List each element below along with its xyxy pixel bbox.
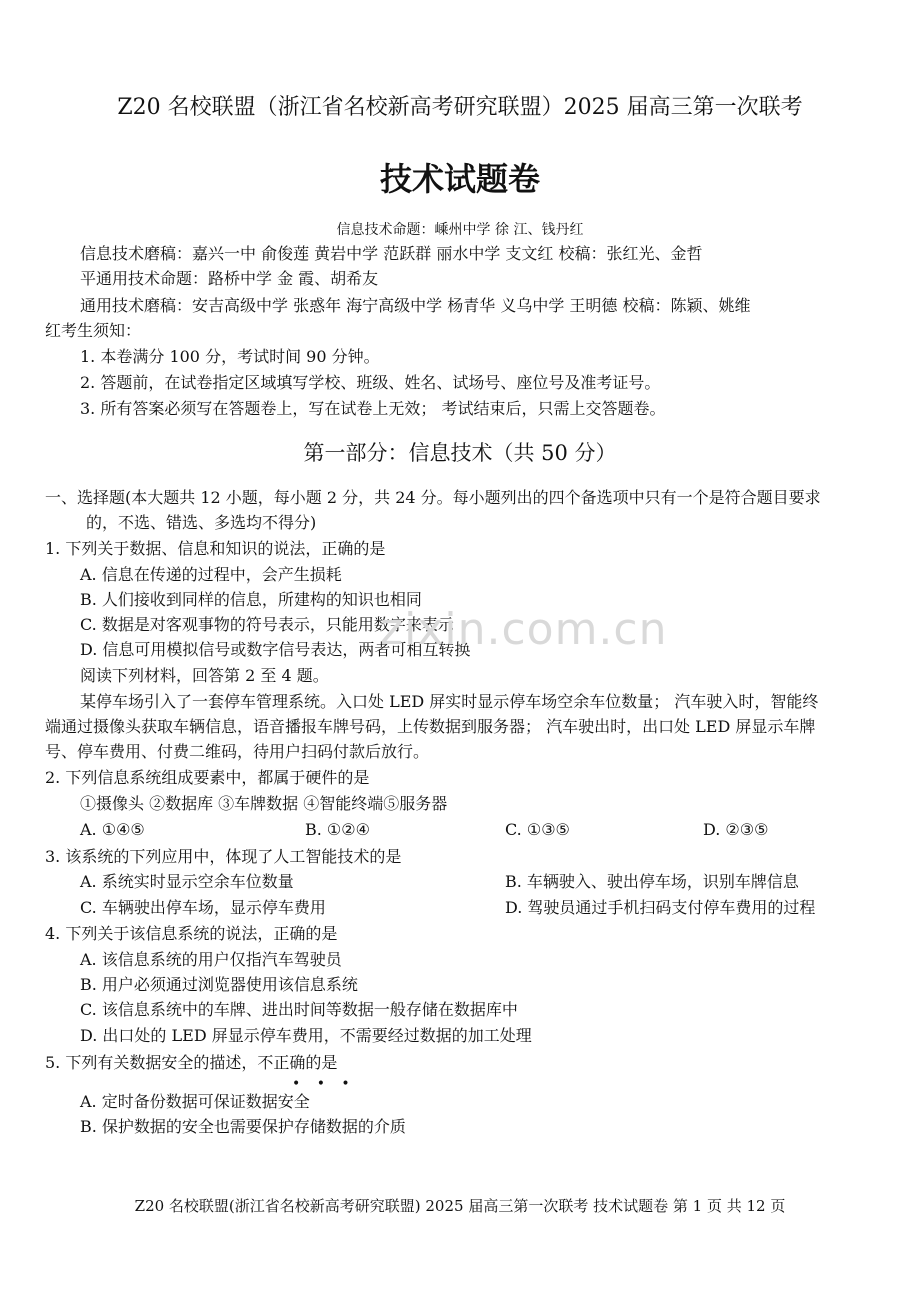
q2-items: ①摄像头 ②数据库 ③车牌数据 ④智能终端⑤服务器	[80, 794, 448, 813]
question-4-stem: 4. 下列关于该信息系统的说法，正确的是	[45, 924, 338, 943]
q1-option-d: D. 信息可用模拟信号或数字信号表达，两者可相互转换	[80, 640, 471, 659]
notice-item: 3. 所有答案必须写在答题卷上，写在试卷上无效； 考试结束后，只需上交答题卷。	[80, 399, 666, 418]
q2-option-b: B. ①②④	[305, 820, 370, 839]
q5-option-b: B. 保护数据的安全也需要保护存储数据的介质	[80, 1117, 406, 1136]
q3-option-b: B. 车辆驶入、驶出停车场，识别车牌信息	[505, 872, 799, 891]
watermark: zixin.com.cn	[380, 604, 668, 655]
page-footer: Z20 名校联盟(浙江省名校新高考研究联盟) 2025 届高三第一次联考 技术试题卷 第 1 页 共 12 页	[134, 1197, 786, 1215]
q5-option-a: A. 定时备份数据可保证数据安全	[80, 1092, 310, 1111]
q2-option-d: D. ②③⑤	[703, 820, 769, 839]
q3-option-a: A. 系统实时显示空余车位数量	[80, 872, 294, 891]
emphasis-dots: • • •	[292, 1076, 356, 1092]
material-line: 某停车场引入了一套停车管理系统。入口处 LED 屏实时显示停车场空余车位数量； 汽车驶入时，智能终	[80, 692, 819, 711]
q1-option-b: B. 人们接收到同样的信息，所建构的知识也相同	[80, 590, 422, 609]
page-title: 技术试题卷	[379, 160, 540, 198]
question-2-stem: 2. 下列信息系统组成要素中，都属于硬件的是	[45, 768, 370, 787]
q1-option-a: A. 信息在传递的过程中，会产生损耗	[80, 565, 342, 584]
section-instructions-cont: 的，不选、错选、多选均不得分)	[86, 513, 317, 532]
q2-option-c: C. ①③⑤	[505, 820, 570, 839]
q2-option-a: A. ①④⑤	[80, 820, 145, 839]
notice-item: 1. 本卷满分 100 分，考试时间 90 分钟。	[80, 347, 380, 366]
part-title: 第一部分：信息技术（共 50 分）	[303, 441, 617, 465]
material-line: 号、停车费用、付费二维码，待用户扫码付款后放行。	[45, 742, 430, 761]
credits-line-4: 通用技术磨稿：安吉高级中学 张惑年 海宁高级中学 杨青华 义乌中学 王明德 校稿：陈颖、姚维	[80, 296, 751, 315]
q3-option-c: C. 车辆驶出停车场，显示停车费用	[80, 898, 326, 917]
material-line: 端通过摄像头获取车辆信息，语音播报车牌号码，上传数据到服务器； 汽车驶出时，出口处 LED 屏显示车牌	[45, 717, 816, 736]
reading-intro: 阅读下列材料，回答第 2 至 4 题。	[80, 666, 329, 685]
q4-option-c: C. 该信息系统中的车牌、进出时间等数据一般存储在数据库中	[80, 1000, 518, 1019]
question-3-stem: 3. 该系统的下列应用中，体现了人工智能技术的是	[45, 847, 402, 866]
q1-option-c: C. 数据是对客观事物的符号表示，只能用数字来表示	[80, 615, 454, 634]
question-5-stem: 5. 下列有关数据安全的描述，不正确的是	[45, 1053, 338, 1072]
q3-option-d: D. 驾驶员通过手机扫码支付停车费用的过程	[505, 898, 816, 917]
q4-option-d: D. 出口处的 LED 屏显示停车费用，不需要经过数据的加工处理	[80, 1026, 532, 1045]
exam-header: Z20 名校联盟（浙江省名校新高考研究联盟）2025 届高三第一次联考	[117, 95, 803, 120]
credits-line-1: 信息技术命题：嵊州中学 徐 江、钱丹红	[336, 222, 584, 238]
notice-heading: 红考生须知：	[45, 321, 142, 340]
q4-option-b: B. 用户必须通过浏览器使用该信息系统	[80, 975, 358, 994]
notice-item: 2. 答题前，在试卷指定区域填写学校、班级、姓名、试场号、座位号及准考证号。	[80, 373, 661, 392]
credits-line-2: 信息技术磨稿：嘉兴一中 俞俊莲 黄岩中学 范跃群 丽水中学 支文红 校稿：张红光、金哲	[80, 244, 703, 263]
section-instructions: 一、选择题(本大题共 12 小题，每小题 2 分，共 24 分。每小题列出的四个备选项中只有一个是符合题目要求	[45, 488, 821, 507]
question-1-stem: 1. 下列关于数据、信息和知识的说法，正确的是	[45, 539, 386, 558]
q4-option-a: A. 该信息系统的用户仅指汽车驾驶员	[80, 950, 342, 969]
credits-line-3: 平通用技术命题：路桥中学 金 霞、胡希友	[80, 269, 379, 288]
